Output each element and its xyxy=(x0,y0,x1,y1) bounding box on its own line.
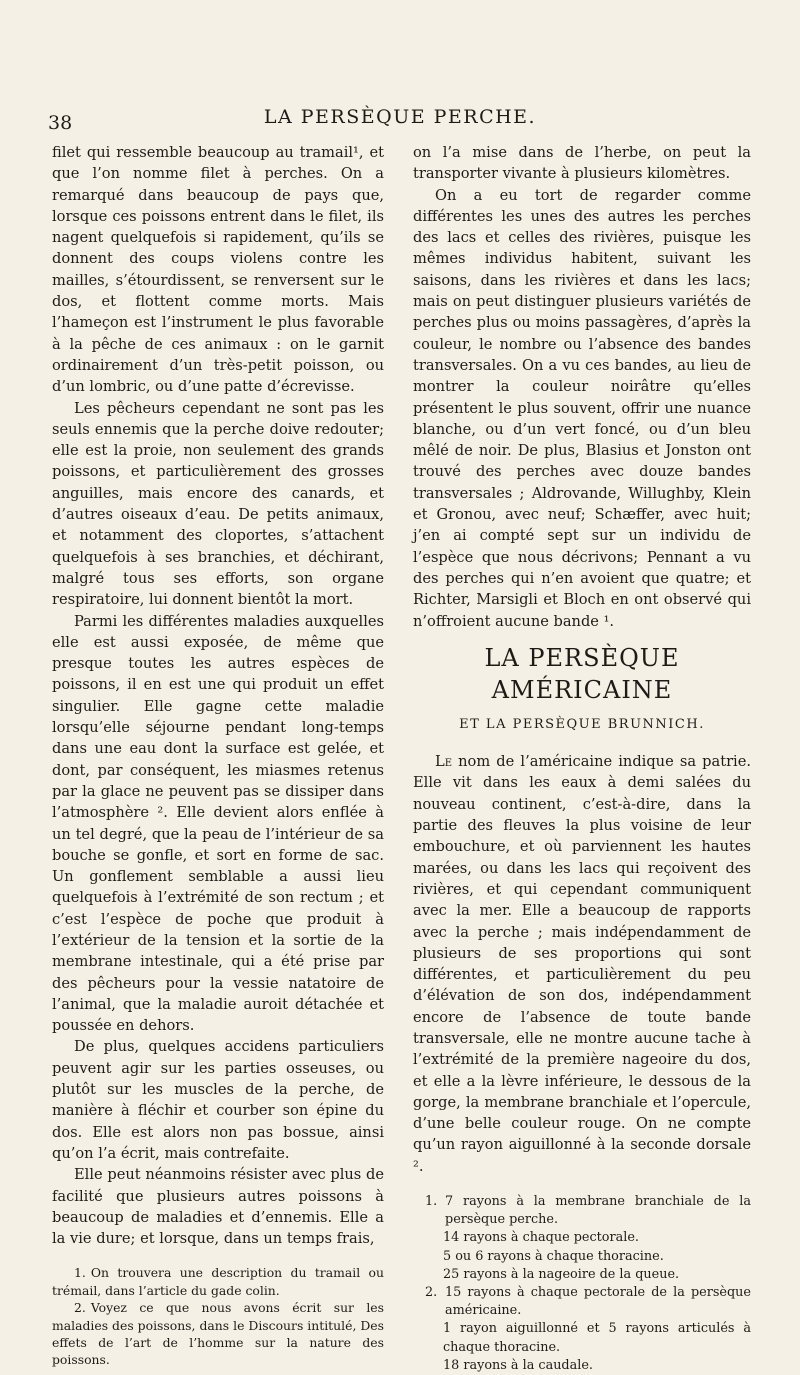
section-title: LA PERSÈQUE AMÉRICAINE xyxy=(484,643,680,704)
spec-text: 15 rayons à chaque pectorale de la persèque américaine. xyxy=(445,1285,751,1319)
footnote-number: 2. xyxy=(74,1300,86,1316)
footnote-text: Voyez ce que nous avons écrit sur les maladies des poissons, dans le Discours intitulé, Des effets de l’art de l’homme sur la nature des poissons. xyxy=(52,1300,384,1368)
paragraph: De plus, quelques accidens particuliers peuvent agir sur les parties osseuses, ou plutôt sur les muscles de la perche, de manière à fléchir et courber son épine du dos. Elle est alors non pas bossue, ainsi qu’on l’a écrit, mais contrefaite. xyxy=(52,1038,384,1162)
spec-line xyxy=(413,1284,751,1320)
spec-line: 18 rayons à la caudale. xyxy=(443,1357,593,1373)
spec-line: 5 ou 6 rayons à chaque thoracine. xyxy=(443,1248,664,1264)
footnote xyxy=(52,1299,384,1369)
spec-line xyxy=(413,1193,751,1229)
left-column xyxy=(52,142,384,1369)
paragraph: Elle peut néanmoins résister avec plus de facilité que plusieurs autres poissons à beaucoup de maladies et d’ennemis. Elle a la vie dure; et lorsque, dans un temps frais, xyxy=(52,1166,384,1248)
footnote xyxy=(52,1264,384,1299)
section-subtitle: ET LA PERSÈQUE BRUNNICH. xyxy=(459,716,705,732)
paragraph xyxy=(413,751,751,1177)
fin-ray-notes xyxy=(413,1193,751,1375)
paragraph: filet qui ressemble beaucoup au tramail¹, et que l’on nomme filet à perches. On a remarqué dans beaucoup de pays que, lorsque ces poissons entrent dans le filet, ils nagent quelquefois si rapidement, qu’ils se donnent des coups violens contre les mailles, s’étourdissent, se renversent sur le dos, et flottent comme morts. Mais l’hameçon est l’instrument le plus favorable à la pêche de ces animaux : on le garnit ordinairement d’un très-petit poisson, ou d’un lombric, ou d’une patte d’écrevisse. xyxy=(52,144,384,396)
spec-number: 1. xyxy=(425,1194,438,1210)
small-caps-lead: Le xyxy=(435,753,452,771)
paragraph-text: nom de l’américaine indique sa patrie. Elle vit dans les eaux à demi salées du nouveau continent, c’est-à-dire, dans la partie des fleuves la plus voisine de leur embouchure, et où parviennent les hautes marées, ou dans les lacs qui reçoivent des rivières, et qui cependant communiquent avec la mer. Elle a beaucoup de rapports avec la perche ; mais indépendamment de plusieurs de ses proportions qui sont différentes, et particulièrement du peu d’élévation de son dos, indépendamment encore de l’absence de toute bande transversale, elle ne montre aucune tache à l’extrémité de la première nageoire du dos, et elle a la lèvre inférieure, le dessous de la gorge, la membrane branchiale et l’opercule, d’une belle couleur rouge. On ne compte qu’un rayon aiguillonné à la seconde dorsale ². xyxy=(413,753,751,1175)
paragraph: on l’a mise dans de l’herbe, on peut la transporter vivante à plusieurs kilomètres. xyxy=(413,144,751,183)
footnote-number: 1. xyxy=(74,1265,86,1281)
right-column xyxy=(413,142,751,1375)
page-number: 38 xyxy=(48,112,73,134)
spec-text: 7 rayons à la membrane branchiale de la persèque perche. xyxy=(445,1194,751,1228)
running-title: LA PERSÈQUE PERCHE. xyxy=(263,106,537,128)
paragraph: On a eu tort de regarder comme différentes les unes des autres les perches des lacs et celles des rivières, puisque les mêmes individus habitent, suivant les saisons, dans les rivières et dans les lacs; mais on peut distinguer plusieurs variétés de perches plus ou moins passagères, d’après la couleur, le nombre ou l’absence des bandes transversales. On a vu ces bandes, au lieu de montrer la couleur noirâtre qu’elles présentent le plus souvent, offrir une nuance blanche, ou d’un vert foncé, ou d’un bleu mêlé de noir. De plus, Blasius et Jonston ont trouvé des perches avec douze bandes transversales ; Aldrovande, Willughby, Klein et Gronou, avec neuf; Schæffer, avec huit; j’en ai compté sept sur un individu de l’espèce que nous décrivons; Pennant a vu des perches qui n’en avoient que quatre; et Richter, Marsigli et Bloch en ont observé qui n’offroient aucune bande ¹. xyxy=(413,186,751,630)
spec-line: 14 rayons à chaque pectorale. xyxy=(443,1230,639,1246)
paragraph: Les pêcheurs cependant ne sont pas les seuls ennemis que la perche doive redouter; elle est la proie, non seulement des grands poissons, et particulièrement des grosses anguilles, mais encore des canards, et d’autres oiseaux d’eau. De petits animaux, et notamment des cloportes, s’attachent quelquefois à ses branchies, et déchirant, malgré tous ses efforts, son organe respiratoire, lui donnent bientôt la mort. xyxy=(52,399,384,609)
footnote-text: On trouvera une description du tramail ou trémail, dans l’article du gade colin. xyxy=(52,1265,384,1298)
paragraph: Parmi les différentes maladies auxquelles elle est aussi exposée, de même que presque toutes les autres espèces de poissons, il en est une qui produit un effet singulier. Elle gagne cette maladie lorsqu’elle séjourne pendant long-temps dans une eau dont la surface est gelée, et dont, par conséquent, les miasmes retenus par la glace ne peuvent pas se dissiper dans l’atmosphère ². Elle devient alors enflée à un tel degré, que la peau de l’intérieur de sa bouche se gonfle, et sort en forme de sac. Un gonflement semblable a aussi lieu quelquefois à l’extrémité de son rectum ; et c’est l’espèce de poche que produit à l’extérieur de la tension et la sortie de la membrane intestinale, qui a été prise par des pêcheurs pour la vessie natatoire de l’animal, que la maladie auroit détachée et poussée en dehors. xyxy=(52,612,384,1035)
spec-number: 2. xyxy=(425,1285,438,1301)
spec-line: 1 rayon aiguillonné et 5 rayons articulés à chaque thoracine. xyxy=(443,1321,751,1355)
spec-line: 25 rayons à la nageoire de la queue. xyxy=(443,1266,680,1282)
